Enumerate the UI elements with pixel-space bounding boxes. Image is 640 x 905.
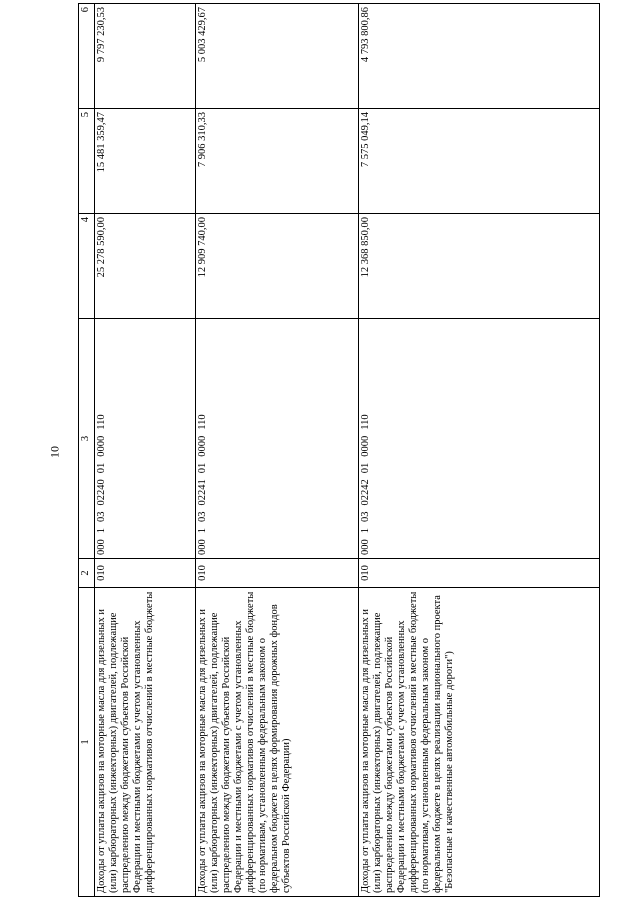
table-row: [196, 4, 359, 897]
code-part: 1: [96, 528, 107, 534]
row-budget-code: [196, 319, 359, 559]
rotated-page: [78, 7, 610, 897]
rotated-table-container: [78, 7, 610, 897]
code-part: 02240: [96, 479, 107, 506]
code-part: 03: [96, 511, 107, 522]
code-part: 02242: [360, 479, 371, 506]
row-col4-value: 12 368 850,00: [359, 214, 600, 319]
row-budget-code: [359, 319, 600, 559]
row-col4-value: 12 909 740,00: [196, 214, 359, 319]
code-part: 0000: [96, 435, 107, 457]
page-number: 10: [47, 446, 62, 458]
row-name: Доходы от уплаты акцизов на моторные масла для дизельных и (или) карбюраторных (инжекторных) двигателей, подлежащие распределению между бюджетами субъектов Российской Федерации и местными бюджетами с учетом установленных дифференцированных нормативов отчислений в местные бюджеты: [95, 588, 196, 897]
code-part: 000: [96, 539, 107, 555]
code-part: 000: [197, 539, 208, 555]
row-col6-value: 4 793 800,86: [359, 4, 600, 109]
code-part: 01: [96, 462, 107, 474]
header-row: [79, 4, 95, 897]
row-col6-value: 9 797 230,53: [95, 4, 196, 109]
row-col4-value: 25 278 590,00: [95, 214, 196, 319]
code-part: 0000: [197, 435, 208, 457]
header-col-4: 4: [79, 214, 95, 319]
row-line-code: 010: [95, 559, 196, 588]
row-name: Доходы от уплаты акцизов на моторные масла для дизельных и (или) карбюраторных (инжекторных) двигателей, подлежащие распределению между бюджетами субъектов Российской Федерации и местными бюджетами с учетом установленных дифференцированных нормативов отчислений в местные бюджеты (по нормативам, установленным федеральным законом о федеральном бюджете в целях формирования дорожных фондов субъектов Российской Федерации): [196, 588, 359, 897]
row-name: Доходы от уплаты акцизов на моторные масла для дизельных и (или) карбюраторных (инжекторных) двигателей, подлежащие распределению между бюджетами субъектов Российской Федерации и местными бюджетами с учетом установленных дифференцированных нормативов отчислений в местные бюджеты (по нормативам, установленным федеральным законом о федеральном бюджете в целях реализации национального проекта "Безопасные и качественные автомобильные дороги"): [359, 588, 600, 897]
row-col6-value: 5 003 429,67: [196, 4, 359, 109]
header-col-2: 2: [79, 559, 95, 588]
code-part: 000: [360, 539, 371, 555]
code-part: 03: [360, 511, 371, 522]
code-part: 110: [197, 414, 208, 430]
code-part: 01: [360, 462, 371, 474]
code-part: 01: [197, 462, 208, 474]
code-part: 1: [197, 528, 208, 534]
revenue-table: [78, 3, 600, 897]
row-col5-value: 15 481 359,47: [95, 109, 196, 214]
row-col5-value: 7 906 310,33: [196, 109, 359, 214]
code-part: 03: [197, 511, 208, 522]
code-part: 0000: [360, 435, 371, 457]
row-line-code: 010: [359, 559, 600, 588]
row-budget-code: [95, 319, 196, 559]
code-part: 1: [360, 528, 371, 534]
row-col5-value: 7 575 049,14: [359, 109, 600, 214]
table-row: [359, 4, 600, 897]
header-col-5: 5: [79, 109, 95, 214]
code-part: 110: [360, 414, 371, 430]
code-part: 02241: [197, 479, 208, 506]
row-line-code: 010: [196, 559, 359, 588]
header-col-6: 6: [79, 4, 95, 109]
header-col-1: 1: [79, 588, 95, 897]
code-part: 110: [96, 414, 107, 430]
header-col-3: 3: [79, 319, 95, 559]
table-row: [95, 4, 196, 897]
